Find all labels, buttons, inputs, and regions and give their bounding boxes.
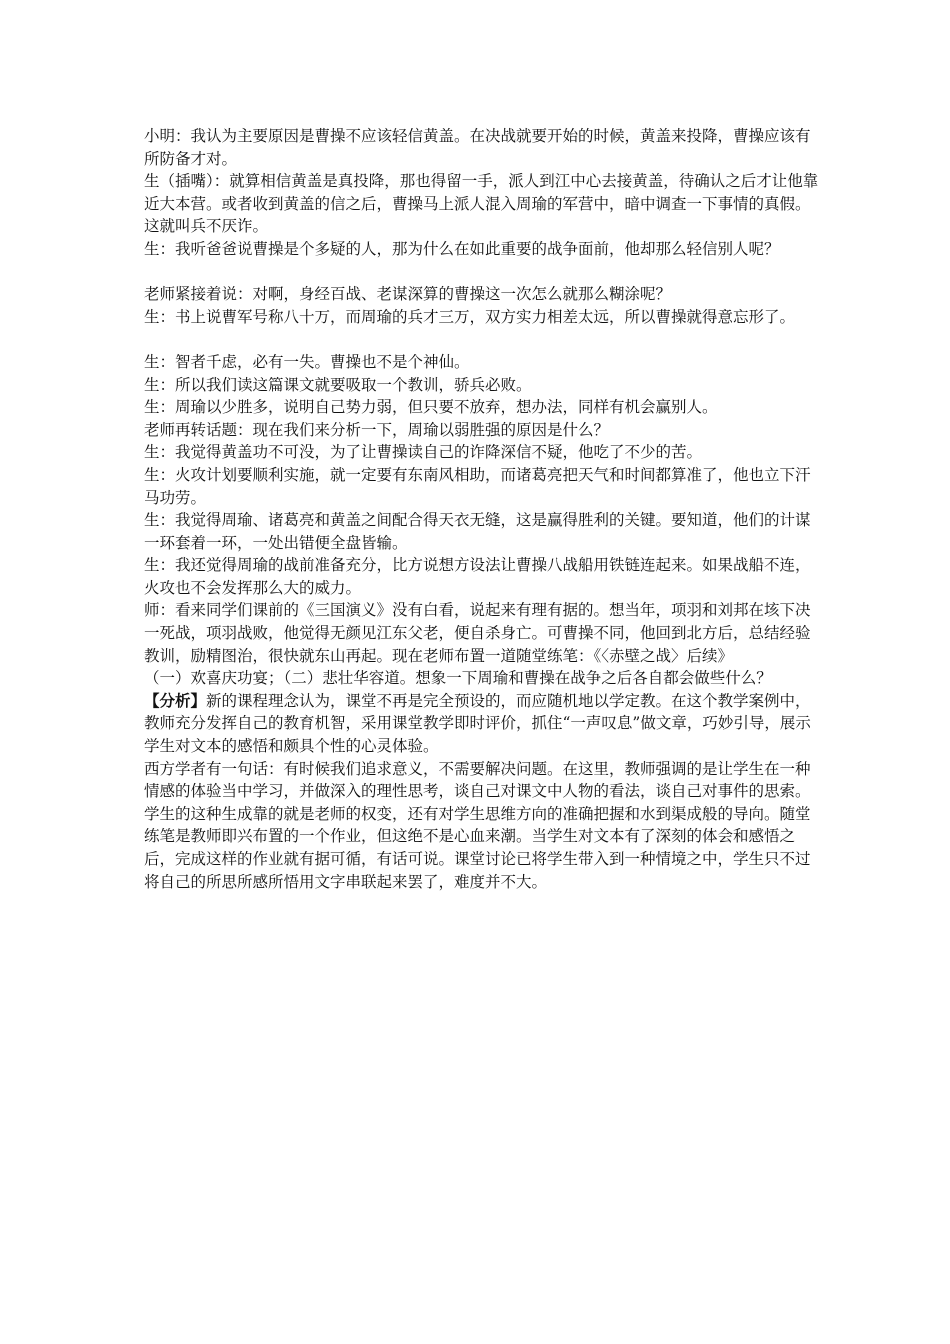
paragraph-student-zhouyu: 生：周瑜以少胜多，说明自己势力弱，但只要不放弃，想办法，同样有机会赢别人。 <box>144 398 718 417</box>
paragraph-teacher-follow: 老师紧接着说：对啊，身经百战、老谋深算的曹操这一次怎么就那么糊涂呢？ <box>144 285 672 304</box>
paragraph-student-lesson: 生：所以我们读这篇课文就要吸取一个教训，骄兵必败。 <box>144 375 532 394</box>
paragraph-student-preparation: 生：我还觉得周瑜的战前准备充分，比方说想方设法让曹操八战船用铁链连起来。如果战船不连，火攻也不会发挥那么大的威力。 <box>144 556 811 597</box>
paragraph-gap <box>144 328 820 351</box>
analysis-text: 新的课程理念认为，课堂不再是完全预设的，而应随机地以学定教。在这个教学案例中，教师充分发挥自己的教育机智，采用课堂教学即时评价，抓住“一声叹息”做文章，巧妙引导，展示学生对文本的感悟和颇具个性的心灵体验。 <box>144 691 811 756</box>
analysis-tag: 【分析】 <box>144 690 207 710</box>
paragraph-student-fire: 生：火攻计划要顺利实施，就一定要有东南风相助，而诸葛亮把天气和时间都算准了，他也立下汗马功劳。 <box>144 465 811 507</box>
paragraph-student-father: 生：我听爸爸说曹操是个多疑的人，那为什么在如此重要的战争面前，他却那么轻信别人呢？ <box>144 239 780 258</box>
document-body <box>144 125 820 893</box>
paragraph-student-huanggai: 生：我觉得黄盖功不可没，为了让曹操读自己的诈降深信不疑，他吃了不少的苦。 <box>144 443 703 462</box>
paragraph-assignment-options: （一）欢喜庆功宴；（二）悲壮华容道。想象一下周瑜和曹操在战争之后各自都会做些什么？ <box>144 669 772 688</box>
paragraph-student-army: 生：书上说曹军号称八十万，而周瑜的兵才三万，双方实力相差太远，所以曹操就得意忘形了。 <box>144 307 796 326</box>
paragraph-student-interject: 生（插嘴）：就算相信黄盖是真投降，那也得留一手，派人到江中心去接黄盖，待确认之后才让他靠近大本营。或者收到黄盖的信之后，曹操马上派人混入周瑜的军营中，暗中调查一下事情的真假。这就叫兵不厌诈。 <box>144 172 819 236</box>
paragraph-gap <box>144 261 820 284</box>
paragraph-teacher-assignment: 师：看来同学们课前的《三国演义》没有白看，说起来有理有据的。想当年，项羽和刘邦在垓下决一死战，项羽战败，他觉得无颜见江东父老，便自杀身亡。可曹操不同，他回到北方后，总结经验教训，励精图治，很快就东山再起。现在老师布置一道随堂练笔：《〈赤壁之战〉后续》 <box>144 601 811 665</box>
paragraph-xiaoming: 小明：我认为主要原因是曹操不应该轻信黄盖。在决战就要开始的时候，黄盖来投降，曹操应该有所防备才对。 <box>144 127 811 168</box>
paragraph-student-cooperation: 生：我觉得周瑜、诸葛亮和黄盖之间配合得天衣无缝，这是赢得胜利的关键。要知道，他们的计谋一环套着一环，一处出错便全盘皆输。 <box>144 511 811 552</box>
paragraph-student-wise: 生：智者千虑，必有一失。曹操也不是个神仙。 <box>144 352 470 371</box>
paragraph-western-scholar: 西方学者有一句话：有时候我们追求意义，不需要解决问题。在这里，教师强调的是让学生在一种情感的体验当中学习，并做深入的理性思考，谈自己对课文中人物的看法，谈自己对事件的思索。学生的这种生成靠的就是老师的权变，还有对学生思维方向的准确把握和水到渠成般的导向。随堂练笔是教师即兴布置的一个作业，但这绝不是心血来潮。当学生对文本有了深刻的体会和感悟之后，完成这样的作业就有据可循，有话可说。课堂讨论已将学生带入到一种情境之中，学生只不过将自己的所思所感所悟用文字串联起来罢了，难度并不大。 <box>144 759 811 891</box>
paragraph-teacher-topic: 老师再转话题：现在我们来分析一下，周瑜以弱胜强的原因是什么？ <box>144 420 610 439</box>
paragraph-analysis <box>144 690 820 758</box>
